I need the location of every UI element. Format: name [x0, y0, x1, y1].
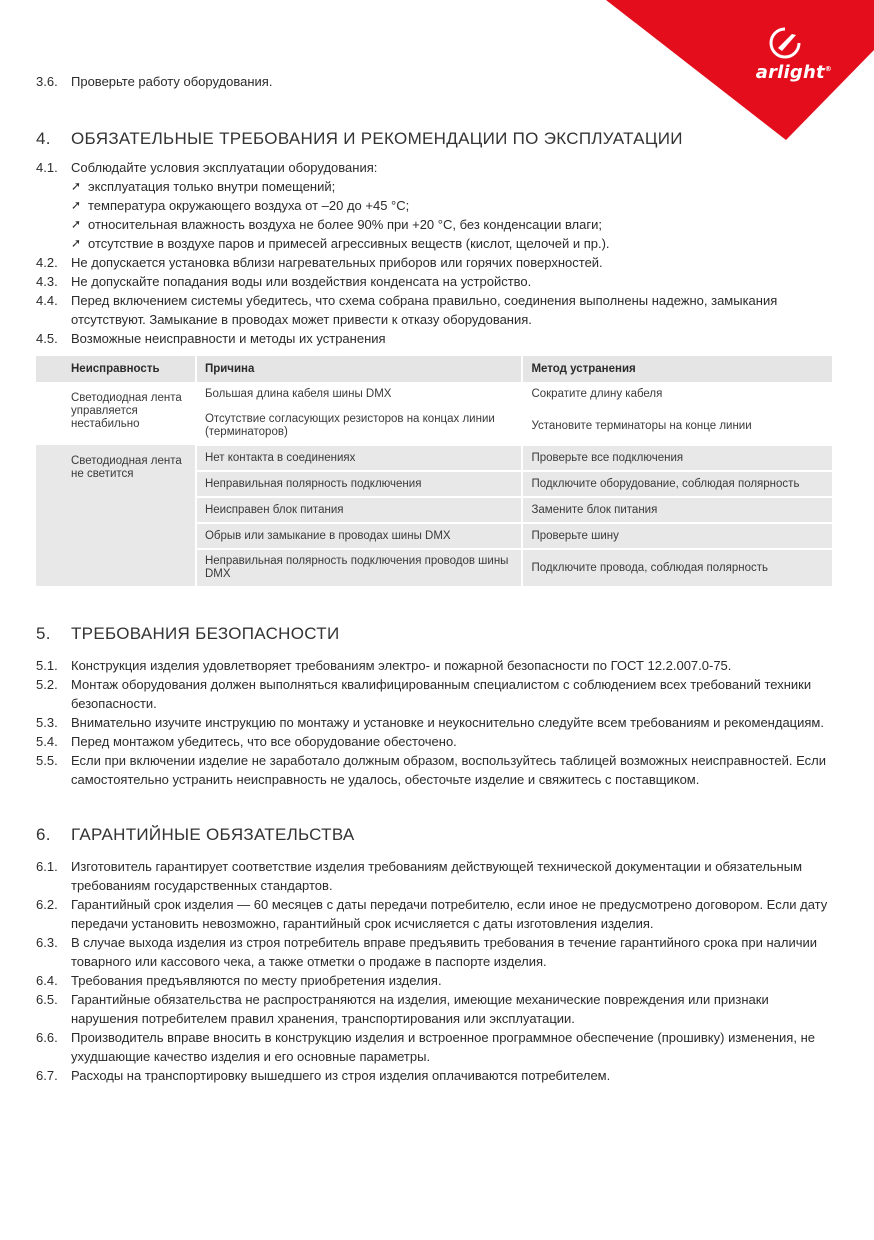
list-item: [71, 177, 836, 196]
cause-cell: Неправильная полярность подключения проводов шины DMX: [196, 549, 523, 587]
item-text: Конструкция изделия удовлетворяет требованиям электро- и пожарной безопасности по ГОСТ 12.2.007.0-75.: [71, 658, 732, 673]
item-number: 5.3.: [36, 715, 58, 730]
arlight-swoosh-icon: [768, 26, 802, 60]
item-4-1: [36, 158, 836, 177]
item-number: 6.7.: [36, 1068, 58, 1083]
cause-cell: Неправильная полярность подключения: [196, 471, 523, 497]
fault-cell: Светодиодная лента не светится: [36, 445, 196, 587]
bullet-text: температура окружающего воздуха от –20 до +45 °C;: [88, 198, 410, 213]
item-text: Возможные неисправности и методы их устранения: [71, 331, 386, 346]
item-text: Не допускается установка вблизи нагревательных приборов или горячих поверхностей.: [71, 255, 603, 270]
item-6-2: [36, 895, 836, 933]
arrow-bullet-icon: ➚: [71, 217, 82, 231]
item-text: Изготовитель гарантирует соответствие изделия требованиям действующей технической документации и обязательным требованиям государственных стандартов.: [71, 859, 803, 893]
item-3-6: [36, 72, 836, 91]
header-cause: Причина: [196, 356, 523, 382]
cause-cell: Отсутствие согласующих резисторов на концах линии (терминаторов): [196, 407, 523, 445]
item-number: 4.2.: [36, 255, 58, 270]
item-5-5: [36, 751, 836, 789]
list-item: [71, 234, 836, 253]
fix-cell: Подключите провода, соблюдая полярность: [522, 549, 833, 587]
troubleshooting-table: [36, 356, 834, 588]
item-number: 5.2.: [36, 677, 58, 692]
section-number: 5.: [36, 624, 51, 643]
item-text: Гарантийные обязательства не распространяются на изделия, имеющие механические повреждения или признаки нарушения потребителем правил хранения, транспортирования или эксплуатации.: [71, 992, 769, 1026]
header-fix: Метод устранения: [522, 356, 833, 382]
item-number: 6.2.: [36, 897, 58, 912]
cause-cell: Неисправен блок питания: [196, 497, 523, 523]
item-4-5: [36, 329, 836, 348]
item-text: Перед включением системы убедитесь, что схема собрана правильно, соединения выполнены надежно, замыкания отсутствуют. Замыкание в проводах может привести к отказу оборудования.: [71, 293, 778, 327]
cause-cell: Обрыв или замыкание в проводах шины DMX: [196, 523, 523, 549]
item-number: 4.1.: [36, 160, 58, 175]
fix-cell: Подключите оборудование, соблюдая полярность: [522, 471, 833, 497]
item-number: 4.5.: [36, 331, 58, 346]
item-number: 4.3.: [36, 274, 58, 289]
item-number: 3.6.: [36, 74, 58, 89]
item-text: Производитель вправе вносить в конструкцию изделия и встроенное программное обеспечение (прошивку) изменения, не ухудшающие качество изделия и его основные параметры.: [71, 1030, 815, 1064]
section-title: ОБЯЗАТЕЛЬНЫЕ ТРЕБОВАНИЯ И РЕКОМЕНДАЦИИ ПО ЭКСПЛУАТАЦИИ: [71, 129, 683, 148]
fault-cell: Светодиодная лента управляется нестабильно: [36, 382, 196, 445]
section-4-heading: [36, 129, 836, 149]
fix-cell: Установите терминаторы на конце линии: [522, 407, 833, 445]
arrow-bullet-icon: ➚: [71, 198, 82, 212]
item-5-4: [36, 732, 836, 751]
item-text: Если при включении изделие не заработало должным образом, воспользуйтесь таблицей возможных неисправностей. Если самостоятельно устранить неисправность не удалось, обесточьте изделие и свяжитесь с поставщиком.: [71, 753, 827, 787]
section-6-heading: [36, 825, 836, 845]
item-text: Не допускайте попадания воды или воздействия конденсата на устройство.: [71, 274, 532, 289]
section-number: 4.: [36, 129, 51, 148]
bullet-text: относительная влажность воздуха не более 90% при +20 °C, без конденсации влаги;: [88, 217, 602, 232]
item-6-5: [36, 990, 836, 1028]
item-text: Перед монтажом убедитесь, что все оборудование обесточено.: [71, 734, 457, 749]
item-number: 5.1.: [36, 658, 58, 673]
arrow-bullet-icon: ➚: [71, 236, 82, 250]
list-item: [71, 196, 836, 215]
arlight-logo: arlight®: [755, 62, 832, 83]
item-text: Расходы на транспортировку вышедшего из строя изделия оплачиваются потребителем.: [71, 1068, 611, 1083]
document-body: [36, 72, 836, 1085]
item-6-4: [36, 971, 836, 990]
item-6-1: [36, 857, 836, 895]
item-number: 5.4.: [36, 734, 58, 749]
item-number: 4.4.: [36, 293, 58, 308]
item-6-6: [36, 1028, 836, 1066]
item-5-2: [36, 675, 836, 713]
item-4-2: [36, 253, 836, 272]
item-number: 6.3.: [36, 935, 58, 950]
item-6-7: [36, 1066, 836, 1085]
section-5-heading: [36, 624, 836, 644]
item-number: 6.1.: [36, 859, 58, 874]
item-number: 6.4.: [36, 973, 58, 988]
cause-cell: Нет контакта в соединениях: [196, 445, 523, 471]
section-title: ГАРАНТИЙНЫЕ ОБЯЗАТЕЛЬСТВА: [71, 825, 355, 844]
item-text: Проверьте работу оборудования.: [71, 74, 273, 89]
item-number: 6.5.: [36, 992, 58, 1007]
item-text: В случае выхода изделия из строя потребитель вправе предъявить требования в течение гарантийного срока при наличии товарного или кассового чека, а также отметки о продаже в паспорте изделия.: [71, 935, 818, 969]
item-4-4: [36, 291, 836, 329]
bullet-text: эксплуатация только внутри помещений;: [88, 179, 336, 194]
fix-cell: Замените блок питания: [522, 497, 833, 523]
item-text: Гарантийный срок изделия — 60 месяцев с даты передачи потребителю, если иное не предусмотрено договором. Если дату передачи установить невозможно, гарантийный срок исчисляется с даты изготовления изделия.: [71, 897, 828, 931]
item-number: 6.6.: [36, 1030, 58, 1045]
table-row: [36, 382, 833, 407]
table-header-row: [36, 356, 833, 382]
item-5-3: [36, 713, 836, 732]
table-row: [36, 445, 833, 471]
fix-cell: Проверьте шину: [522, 523, 833, 549]
list-item: [71, 215, 836, 234]
header-fault: Неисправность: [36, 356, 196, 382]
bullet-text: отсутствие в воздухе паров и примесей агрессивных веществ (кислот, щелочей и пр.).: [88, 236, 610, 251]
item-text: Требования предъявляются по месту приобретения изделия.: [71, 973, 442, 988]
conditions-list: [71, 177, 836, 253]
item-6-3: [36, 933, 836, 971]
cause-cell: Большая длина кабеля шины DMX: [196, 382, 523, 407]
section-title: ТРЕБОВАНИЯ БЕЗОПАСНОСТИ: [71, 624, 340, 643]
item-text: Соблюдайте условия эксплуатации оборудования:: [71, 160, 378, 175]
fix-cell: Проверьте все подключения: [522, 445, 833, 471]
section-number: 6.: [36, 825, 51, 844]
arrow-bullet-icon: ➚: [71, 179, 82, 193]
item-4-3: [36, 272, 836, 291]
item-5-1: [36, 656, 836, 675]
item-text: Монтаж оборудования должен выполняться квалифицированным специалистом с соблюдением всех требований техники безопасности.: [71, 677, 812, 711]
item-number: 5.5.: [36, 753, 58, 768]
item-text: Внимательно изучите инструкцию по монтажу и установке и неукоснительно следуйте всем требованиям и рекомендациям.: [71, 715, 824, 730]
fix-cell: Сократите длину кабеля: [522, 382, 833, 407]
